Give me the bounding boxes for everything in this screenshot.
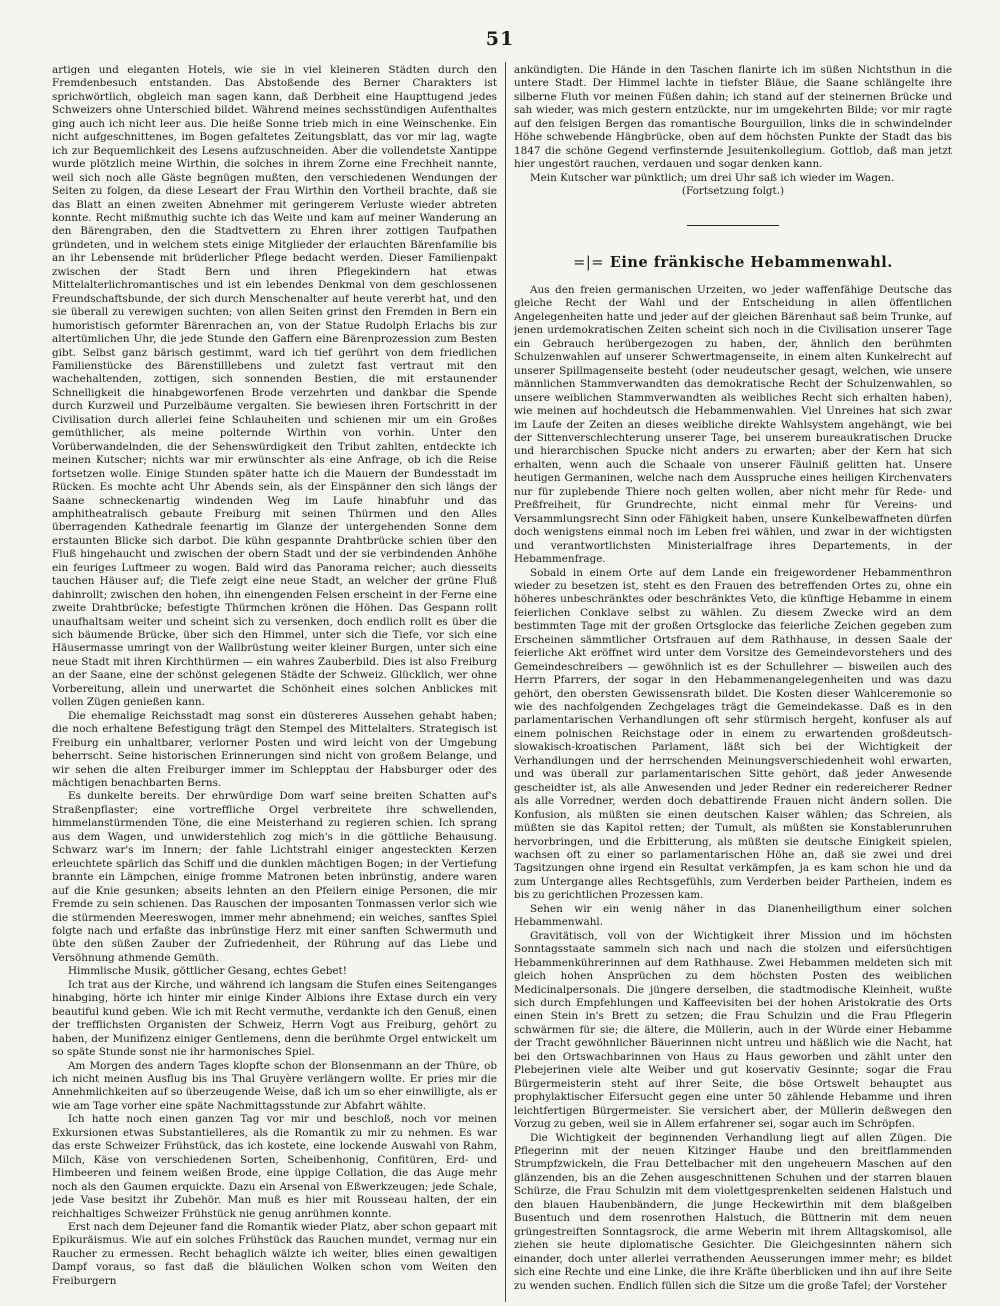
left-column: [52, 64, 497, 1300]
article-title: Eine fränkische Hebammenwahl.: [609, 253, 893, 271]
paragraph: Aus den freien germanischen Urzeiten, wo jeder waffenfähige Deutsche das gleiche Recht der Wahl und der Entscheidung in allen öffentlichen Angelegenheiten hatte und jeder auf der gleichen Bärenhaut saß beim Trunke, auf jenen urdemokratischen Zeiten scheint sich noch in die Civilisation unserer Tage ein Gebrauch herübergezogen zu haben, der, ähnlich den berühmten Schulzenwahlen auf unserer Schwertmagenseite, in einem alten Kunkelrecht auf unserer Spillmagenseite besteht (oder neudeutscher gesagt, welchen, wie unsere männlichen Stammverwandten das demokratische Recht der Schulzenwahlen, so unsere weiblichen Stammverwandten als weibliches Recht sich erhalten haben), wie meinen auf hochdeutsch die Hebammenwahlen. Viel Unreines hat sich zwar im Laufe der Zeiten an dieses weibliche direkte Wahlsystem angehängt, wie bei der Sittenverschlechterung unserer Tage, bei unserem bureaukratischen Drucke und hierarchischen Spucke nicht anders zu erwarten; aber der Kern hat sich erhalten, wenn auch die Schaale von unserer Fäulniß gelitten hat. Unsere heutigen Germaninen, welche nach dem Ausspruche eines heiligen Kirchenvaters nur für zuplebende Thiere noch gelten wollen, aber nicht mehr für Rede- und Preßfreiheit, für Grundrechte, nicht einmal mehr für Vereins- und Versammlungsrecht Sinn oder Fähigkeit haben, unsere Kunkelbewaffneten dürfen doch wenigstens einmal noch im Leben frei wählen, und zwar in der wichtigsten und verantwortlichsten Ministerialfrage ihres Departements, in der Hebammenfrage.: [514, 283, 952, 566]
paragraph: Erst nach dem Dejeuner fand die Romantik wieder Platz, aber schon gepaart mit Epikuräismus. Wie auf ein solches Frühstück das Rauchen mundet, vermag nur ein Raucher zu ermessen. Recht behaglich wälzte ich weiter, blies einen gewaltigen Dampf voraus, so fast daß die bläulichen Wolken schon vom Weiten den Freiburgern: [52, 1220, 497, 1287]
paragraph: Gravitätisch, voll von der Wichtigkeit ihrer Mission und im höchsten Sonntagsstaate sammeln sich nach und nach die stolzen und eifersüchtigen Hebammenkührerinnen auf dem Rathhause. Zwei Hebammen meldeten sich mit gleich hohen Ansprüchen zu dem höchsten Posten des weiblichen Medicinalpersonals. Die jüngere derselben, die stadtmodische Kleinheit, wußte sich durch Empfehlungen und Kaffeevisiten bei der hohen Aristokratie des Orts einen Stein in's Brett zu setzen; die Frau Schulzin und die Frau Pflegerin schwärmen für sie; die ältere, die Müllerin, auch in der Würde einer Hebamme der Tracht gewöhnlicher Bäuerinnen nicht untreu und häßlich wie die Nacht, hat bei den Ortswachbarinnen von Haus zu Haus geworben und zählt unter den Plebejerinen viele alte Weiber und gut koservativ Gesinnte; sogar die Frau Bürgermeisterin steht auf ihrer Seite, die böse Ortswelt behauptet aus prophylaktischer Eifersucht gegen eine unter 50 zählende Hebamme und ihren leichtfertigen Bürgermeister. Sie versichert aber, der Müllerin deßwegen den Vorzug zu geben, weil sie in Allem erfahrener sei, sogar auch im Schröpfen.: [514, 929, 952, 1131]
article-heading: [514, 253, 952, 271]
section-rule: [687, 225, 779, 226]
paragraph: Sehen wir ein wenig näher in das Dianenheiligthum einer solchen Hebammenwahl.: [514, 902, 952, 929]
paragraph: Ich trat aus der Kirche, und während ich langsam die Stufen eines Seitenganges hinabging, hörte ich hinter mir einige Kinder Albions ihre Extase durch ein very beautiful kund geben. Wie ich mit Recht vermuthe, verdankte ich den Genuß, einen der trefflichsten Organisten der Schweiz, Herrn Vogt aus Freiburg, gehört zu haben, der Munifizenz einiger Gentlemens, denn die berühmte Orgel entwickelt um so späte Stunde sonst nie ihr harmonisches Spiel.: [52, 978, 497, 1059]
paragraph: Die ehemalige Reichsstadt mag sonst ein düstereres Aussehen gehabt haben; die noch erhaltene Befestigung trägt den Stempel des Mittelalters. Strategisch ist Freiburg ein unhaltbarer, verlorner Posten und wird leicht von der Umgebung beherrscht. Seine historischen Erinnerungen sind nicht von großem Belange, und wir sehen die alten Freiburger immer im Schlepptau der Habsburger oder des mächtigen benachbarten Berns.: [52, 709, 497, 790]
right-column: [514, 64, 952, 1300]
paragraph: Die Wichtigkeit der beginnenden Verhandlung liegt auf allen Zügen. Die Pflegerinn mit der neuen Kitzinger Haube und den breitflammenden Strumpfzwickeln, die Frau Dettelbacher mit den ungeheuern Maschen auf den glänzenden, bis an die Zehen ausgeschnittenen Schuhen und der starren blauen Schürze, die Frau Schulzin mit dem violettgesprenkelten seidenen Halstuch und den blauen Haubenbändern, die junge Heckewirthin mit dem blaßgelben Busentuch und dem rosenrothen Halstuch, die Büttnerin mit dem neuen grüngestreiften Sonntagsrock, die arme Weberin mit ihrem Alltagskomisol, alle ziehen sie heute diplomatische Gesichter. Die Gleichgesinnten nähern sich einander, doch unter allerlei verrathenden Aeusserungen immer mehr; es bildet sich eine Rechte und eine Linke, die ihre Kräfte überblicken und ihn auf ihre Seite zu wenden suchen. Endlich füllen sich die Sitze um die große Tafel; der Vorsteher: [514, 1131, 952, 1292]
paragraph: Am Morgen des andern Tages klopfte schon der Blonsenmann an der Thüre, ob ich nicht meinen Ausflug bis ins Thal Gruyère verlängern wollte. Er pries mir die Annehmlichkeiten auf so überzeugende Weise, daß ich um so eher einwilligte, als er wie am Tage vorher eine späte Nachmittagsstunde zur Abfahrt wählte.: [52, 1059, 497, 1112]
paragraph: Himmlische Musik, göttlicher Gesang, echtes Gebet!: [68, 965, 347, 978]
paragraph: artigen und eleganten Hotels, wie sie in viel kleineren Städten durch den Fremdenbesuch entstanden. Das Abstoßende des Berner Charakters ist sprichwörtlich, obgleich man sagen kann, daß Derbheit eine Haupttugend jedes Schweizers ohne Unterschied bildet. Während meines sechsstündigen Aufenthaltes ging auch ich nicht leer aus. Die heiße Sonne trieb mich in eine Weinschenke. Ein nicht aufgeschnittenes, im Bogen gefaltetes Zeitungsblatt, das vor mir lag, wagte ich zur Bequemlichkeit des Lesens aufzuschneiden. Aber die vollendetste Xantippe wurde plötzlich meine Wirthin, die solches in ihrem Zorne eine Frechheit nannte, weil sich noch alle Gäste begnügen mußten, den verschiedenen Wendungen der Seiten zu folgen, da diese Leseart der Frau Wirthin den Vortheil brachte, daß sie das Blatt an einen zweiten Abnehmer mit geringerem Verluste wieder abtreten konnte. Recht mißmuthig suchte ich das Weite und kam auf meiner Wanderung an den Bärengraben, den die Stadtvettern zu Ehren ihrer zottigen Taufpathen gründeten, und in welchem stets einige Mitglieder der erlauchten Bärenfamilie bis an ihr Lebensende mit brüderlicher Pflege bedacht werden. Dieser Familienpakt zwischen der Stadt Bern und ihren Pflegekindern hat etwas Mittelalterlichromantisches und ist ein lebendes Denkmal von dem geschlossenen Freundschaftsbunde, der sich durch Menschenalter auf heute vererbt hat, und den sie überall zu verewigen suchten; von allen Seiten grinst den Fremden in Bern ein humoristisch geformter Bärenrachen an, von der Statue Rudolph Erlachs bis zur altertümlichen Uhr, die jede Stunde den Gaffern eine Bärenprozession zum Besten gibt. Selbst ganz bärisch gestimmt, ward ich tief gerührt von dem friedlichen Familienstücke des Bärenstilllebens und zuletzt fast vertraut mit den wachehaltenden, zottigen, sich sonnenden Bestien, die mit erstaunender Schnelligkeit die hinabgeworfenen Brode verzehrten und dankbar die Spende durch Kurzweil und Purzelbäume vergalten. Sie bewiesen ihren Fortschritt in der Civilisation durch allerlei feine Schlauheiten und schienen mir um ein Großes gemüthlicher, als meine polternde Wirthin von vorhin. Unter den Vorüberwandelnden, die der Sehenswürdigkeit den Tribut zahlten, entdeckte ich meinen Kutscher; nichts war mir erwünschter als eine Anfrage, ob ich die Reise fortsetzen wolle. Einige Stunden später hatte ich die Mauern der Bundesstadt im Rücken. Es mochte acht Uhr Abends sein, als der Einspänner den sich längs der Saane schneckenartig windenden Weg im Laufe hinabfuhr und das amphitheatralisch gebaute Freiburg mit seinen Thürmen und den Alles überragenden Kathedrale feenartig im Glanze der untergehenden Sonne dem erstaunten Blicke sich darbot. Die kühn gespannte Drahtbrücke schien über den Fluß hingehaucht und zwischen der obern Stadt und der sie verbindenden Anhöhe ein feuriges Luftmeer zu wogen. Bald wird das Panorama reicher; auch diesseits tauchen Häuser auf; die Tiefe zeigt eine neue Stadt, an welcher der grüne Fluß dahinrollt; zwischen den hohen, ihn einengenden Felsen erscheint in der Ferne eine zweite Drahtbrücke; befestigte Thürmchen krönen die Höhen. Das Gespann rollt unaufhaltsam weiter und scheint sich zu versenken, doch endlich rollt es über die sich bäumende Brücke, über sich den Himmel, unter sich die Tiefe, vor sich eine Häusermasse umringt von der Wallbrüstung weiter kleiner Burgen, unter sich eine neue Stadt mit ihren Kirchthürmen — ein wahres Zauberbild. Dies ist also Freiburg an der Saane, eine der schönst gelegenen Städte der Schweiz. Glücklich, wer ohne Vorbereitung, allein und unerwartet die Schönheit eines solchen Anblickes mit vollen Zügen genießen kann.: [52, 64, 497, 709]
paragraph: Sobald in einem Orte auf dem Lande ein freigewordener Hebammenthron wieder zu besetzen ist, steht es den Frauen des betreffenden Ortes zu, ohne ein höheres unbeschränktes oder beschränktes Veto, die künftige Hebamme in einem feierlichen Conklave selbst zu wählen. Zu diesem Zwecke wird an dem bestimmten Tage mit der großen Ortsglocke das feierliche Zeichen gegeben zum Erscheinen sämmtlicher Ortsfrauen auf dem Rathhause, in dessen Saale der feierliche Akt eröffnet wird unter dem Vorsitze des Gemeindevorstehers und des Gemeindeschreibers — gewöhnlich ist es der Schullehrer — bisweilen auch des Herrn Pfarrers, der sogar in den Hebammenangelegenheiten und was dazu gehört, den obersten Gewissensrath bildet. Die Kosten dieser Wahlceremonie so wie des nachfolgenden Zechgelages trägt die Gemeindekasse. Daß es in den parlamentarischen Verhandlungen oft sehr stürmisch hergeht, konfuser als auf einem polnischen Reichstage oder in einem zu erwartenden großdeutsch-slowakisch-kroatischen Parlament, läßt sich bei der Wichtigkeit der Verhandlungen und der herrschenden Meinungsverschiedenheit wohl erwarten, und was überall zur parlamentarischen Sitte gehört, daß jeder Anwesende gescheidter ist, als alle Anwesenden und jeder Redner ein redereicherer Redner als alle Vorredner, werden doch debattirende Frauen nicht ändern sollen. Die Konfusion, als müßten sie einen deutschen Kaiser wählen; das Schreien, als müßten sie das Kapitol retten; der Tumult, als müßten sie Konstablerunruhen hervorbringen, und die Erbitterung, als müßten sie deutsche Einigkeit spielen, wachsen oft zu einer so parlamentarischen Höhe an, daß sie zwei und drei Tagsitzungen ohne irgend ein Resultat verkämpfen, ja es kam schon hie und da zum Untergange alles Rechtsgefühls, zum Verderben beider Partheien, indem es bis zu gerichtlichen Prozessen kam.: [514, 566, 952, 902]
paragraph: Es dunkelte bereits. Der ehrwürdige Dom warf seine breiten Schatten auf's Straßenpflaster; eine vortreffliche Orgel verbreitete ihre schwellenden, himmelanstürmenden Töne, die eine Meisterhand zu regieren schien. Ich sprang aus dem Wagen, und unwiderstehlich zog mich's in die göttliche Behausung. Schwarz war's im Innern; der fahle Lichtstrahl einiger angesteckten Kerzen erleuchtete spärlich das Schiff und die dunklen mächtigen Bogen; in der Vertiefung brannte ein Lämpchen, einige fromme Matronen beten inbrünstig, andere waren auf die Knie gesunken; abseits lehnten an den Pfeilern einige Personen, die mir Fremde zu sein schienen. Das Rauschen der imposanten Tonmassen verlor sich wie die stürmenden Meereswogen, immer mehr abnehmend; ein weiches, sanftes Spiel folgte nach und erfaßte das inbrünstige Herz mit einer sanften Schwermuth und übte den süßen Zauber der Zufriedenheit, der Rührung auf das Liebe und Versöhnung athmende Gemüth.: [52, 790, 497, 964]
column-divider: [505, 62, 506, 1302]
paragraph: ankündigten. Die Hände in den Taschen flanirte ich im süßen Nichtsthun in die untere Stadt. Der Himmel lachte in tiefster Bläue, die Saane schlängelte ihre silberne Fluth vor meinen Füßen dahin; ich stand auf der steinernen Brücke und sah wieder, was mich gestern entzückte, nur im umgekehrten Bilde; vor mir ragte auf den felsigen Bergen das romantische Bourguillon, links die in schwindelnder Höhe schwebende Hängbrücke, oben auf dem höchsten Punkte der Stadt das bis 1847 die schöne Gegend verfinsternde Jesuitenkollegium. Gottlob, daß man jetzt hier ungestört rauchen, verdauen und sogar denken kann.: [514, 64, 952, 171]
page-number: 51: [485, 28, 515, 50]
paragraph: Mein Kutscher war pünktlich; um drei Uhr saß ich wieder im Wagen.: [530, 171, 895, 184]
paragraph: Ich hatte noch einen ganzen Tag vor mir und beschloß, noch vor meinen Exkursionen etwas Substantielleres, als die Romantik zu mir zu nehmen. Es war das erste Schweizer Frühstück, das ich kostete, eine lockende Auswahl von Rahm, Milch, Käse von verschiedenen Sorten, Scheibenhonig, Confitüren, Erd- und Himbeeren und feinem weißen Brode, eine üppige Collation, die das Auge mehr noch als den Gaumen erquickte. Dazu ein Arsenal von Eßwerkzeugen; jede Schale, jede Vase besitzt ihr Zubehör. Man muß es hier mit Rousseau halten, der ein reichhaltiges Schweizer Frühstück nie genug anrühmen konnte.: [52, 1113, 497, 1220]
article-mark: =|=: [573, 254, 604, 271]
continuation-note: (Fortsetzung folgt.): [681, 185, 785, 198]
